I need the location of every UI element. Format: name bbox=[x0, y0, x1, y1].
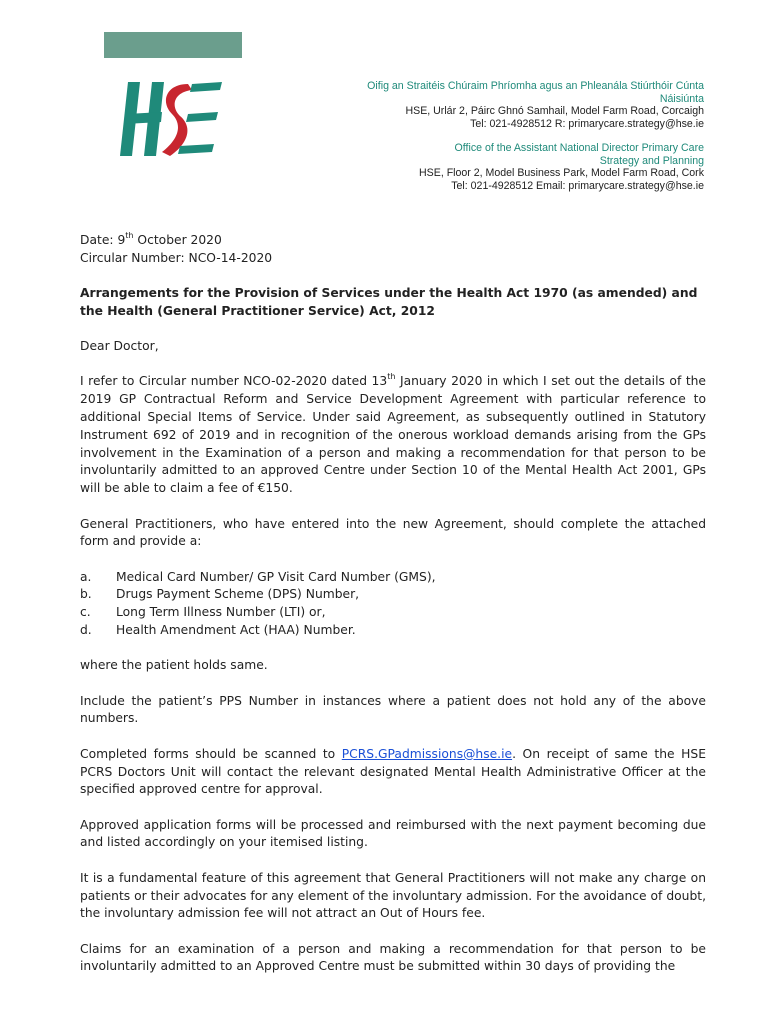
paragraph-6: Approved application forms will be processed and reimbursed with the next payment becoming due and listed accordingly on your itemised listing. bbox=[80, 817, 706, 850]
irish-office-line-2: Náisiúnta bbox=[659, 92, 704, 105]
paragraph-2: General Practitioners, who have entered into the new Agreement, should complete the attached form and provide a: bbox=[80, 516, 706, 549]
hse-logo-icon bbox=[118, 76, 226, 162]
paragraph-4: Include the patient’s PPS Number in instances where a patient does not hold any of the above numbers. bbox=[80, 693, 706, 726]
number-type-list bbox=[80, 569, 706, 640]
circular-number: Circular Number: NCO-14-2020 bbox=[80, 250, 273, 265]
address-header bbox=[264, 80, 704, 193]
date-line: Date: 9th October 2020 bbox=[80, 230, 222, 247]
paragraph-1: I refer to Circular number NCO-02-2020 dated 13th January 2020 in which I set out the details of the 2019 GP Contractual Reform and Service Development Agreement with particular reference to additional Special Items of Service. Under said Agreement, as subsequently outlined in Statutory Instrument 692 of 2019 and in recognition of the onerous workload demands arising from the GPs involvement in the Examination of a person and making a recommendation for that person to be involuntarily admitted to an approved Centre under Section 10 of the Mental Health Act 2001, GPs will be able to claim a fee of €150. bbox=[80, 372, 707, 496]
paragraph-5: Completed forms should be scanned to PCRS.GPadmissions@hse.ie. On receipt of same the HSE PCRS Doctors Unit will contact the relevant designated Mental Health Administrative Officer at the specified approved centre for approval. bbox=[80, 746, 706, 797]
address-line-1: HSE, Floor 2, Model Business Park, Model Farm Road, Cork bbox=[419, 167, 704, 180]
letter-body bbox=[80, 232, 706, 976]
pcrs-email-link[interactable]: PCRS.GPadmissions@hse.ie bbox=[341, 746, 513, 761]
subject-heading: Arrangements for the Provision of Services under the Health Act 1970 (as amended) and the Health (General Practitioner Service) Act, 2012 bbox=[80, 286, 698, 318]
paragraph-3: where the patient holds same. bbox=[80, 658, 268, 673]
list-item: c. Long Term Illness Number (LTI) or, bbox=[80, 605, 326, 620]
hse-logo bbox=[104, 32, 242, 177]
list-item: b. Drugs Payment Scheme (DPS) Number, bbox=[80, 587, 360, 602]
paragraph-8: Claims for an examination of a person and making a recommendation for that person to be involuntarily admitted to an Approved Centre must be submitted within 30 days of providing the bbox=[80, 941, 706, 974]
address-line-2: Tel: 021-4928512 Email: primarycare.strategy@hse.ie bbox=[451, 179, 704, 192]
list-item: a. Medical Card Number/ GP Visit Card Number (GMS), bbox=[80, 569, 436, 584]
office-line-2: Strategy and Planning bbox=[599, 154, 704, 167]
irish-office-line-1: Oifig an Straitéis Chúraim Phríomha agus an Phleanála Stiúrthóir Cúnta bbox=[367, 80, 704, 92]
paragraph-7: It is a fundamental feature of this agreement that General Practitioners will not make any charge on patients or their advocates for any element of the involuntary admission. For the avoidance of doubt, the involuntary admission fee will not attract an Out of Hours fee. bbox=[80, 870, 706, 921]
list-item: d. Health Amendment Act (HAA) Number. bbox=[80, 623, 356, 638]
irish-address-line-2: Tel: 021-4928512 R: primarycare.strategy@hse.ie bbox=[470, 118, 704, 131]
salutation: Dear Doctor, bbox=[80, 339, 159, 354]
logo-top-bar bbox=[104, 32, 242, 58]
irish-address-line-1: HSE, Urlár 2, Páirc Ghnó Samhail, Model Farm Road, Corcaigh bbox=[405, 105, 704, 118]
office-line-1: Office of the Assistant National Director Primary Care bbox=[454, 141, 704, 154]
